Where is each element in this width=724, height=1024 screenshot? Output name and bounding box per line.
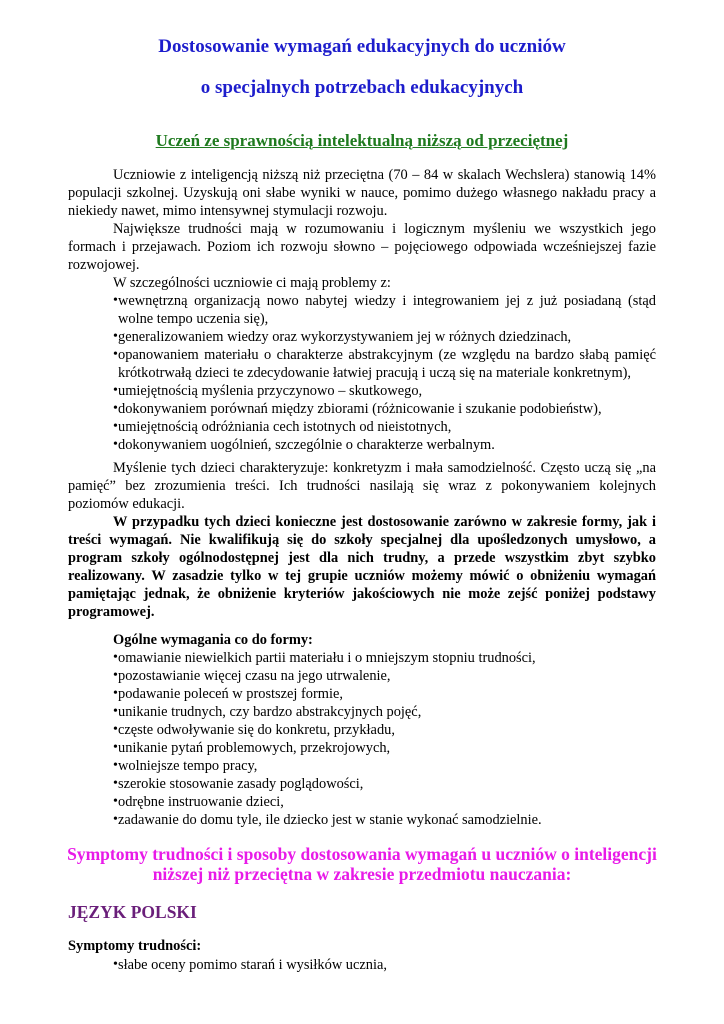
list-item: • umiejętnością myślenia przyczynowo – skutkowego,	[68, 382, 656, 400]
section-title: Uczeń ze sprawnością intelektualną niższą od przeciętnej	[155, 131, 569, 150]
list-item: • dokonywaniem uogólnień, szczególnie o charakterze werbalnym.	[68, 436, 656, 454]
list-item: • zadawanie do domu tyle, ile dziecko jest w stanie wykonać samodzielnie.	[68, 811, 656, 829]
form-requirements-heading: Ogólne wymagania co do formy:	[113, 632, 313, 648]
document-title-line-2: o specjalnych potrzebach edukacyjnych	[200, 77, 524, 98]
symptoms-list	[68, 956, 656, 974]
document-title-line-1: Dostosowanie wymagań edukacyjnych do uczniów	[158, 36, 566, 57]
list-item: • opanowaniem materiału o charakterze abstrakcyjnym (ze względu na bardzo słabą pamięć krótkotrwałą dzieci te zdecydowanie łatwiej pracują i uczą się na materiale konkretnym),	[68, 346, 656, 382]
list-item: • częste odwoływanie się do konkretu, przykładu,	[68, 721, 656, 739]
subject-heading: JĘZYK POLSKI	[68, 902, 197, 922]
list-item: • szerokie stosowanie zasady poglądowości,	[68, 775, 656, 793]
problems-list	[68, 292, 656, 454]
paragraph-problems-lead: W szczególności uczniowie ci mają problemy z:	[113, 275, 391, 291]
list-item: • dokonywaniem porównań między zbiorami (różnicowanie i szukanie podobieństw),	[68, 400, 656, 418]
list-item: • odrębne instruowanie dzieci,	[68, 793, 656, 811]
list-item: • unikanie pytań problemowych, przekrojowych,	[68, 739, 656, 757]
symptoms-title-line-1: Symptomy trudności i sposoby dostosowania wymagań u uczniów o inteligencji	[67, 844, 657, 864]
symptoms-title-line-2: niższej niż przeciętna w zakresie przedmiotu nauczania:	[152, 864, 572, 884]
symptoms-heading: Symptomy trudności:	[68, 938, 202, 954]
list-item: • omawianie niewielkich partii materiału i o mniejszym stopniu trudności,	[68, 649, 656, 667]
list-item: • słabe oceny pomimo starań i wysiłków ucznia,	[68, 956, 656, 974]
form-requirements-list	[68, 649, 656, 829]
paragraph-adjustment: W przypadku tych dzieci konieczne jest dostosowanie zarówno w zakresie formy, jak i treści wymagań. Nie kwalifikują się do szkoły specjalnej dla upośledzonych umysłowo, a program szkoły ogólnodostępnej jest dla nich trudny, a przede wszystkim zbyt szybko realizowany. W zasadzie tylko w tej grupie uczniów możemy mówić o obniżeniu wymagań pamiętając jednak, że obniżenie kryteriów jakościowych nie może zejść poniżej podstawy programowej.	[68, 514, 656, 620]
list-item: • generalizowaniem wiedzy oraz wykorzystywaniem jej w różnych dziedzinach,	[68, 328, 656, 346]
paragraph-intro: Uczniowie z inteligencją niższą niż przeciętna (70 – 84 w skalach Wechslera) stanowią 14% populacji szkolnej. Uzyskują oni słabe wyniki w nauce, pomimo dużego własnego nakładu pracy a niekiedy nawet, mimo intensywnej stymulacji rozwoju.	[68, 167, 656, 219]
paragraph-thinking: Myślenie tych dzieci charakteryzuje: konkretyzm i mała samodzielność. Często uczą się „na pamięć” bez zrozumienia treści. Ich trudności nasilają się wraz z pokonywaniem kolejnych poziomów edukacji.	[68, 460, 656, 512]
paragraph-difficulties: Największe trudności mają w rozumowaniu i logicznym myśleniu we wszystkich jego formach i przejawach. Poziom ich rozwoju słowno – pojęciowego odpowiada wcześniejszej fazie rozwojowej.	[68, 221, 656, 273]
list-item: • umiejętnością odróżniania cech istotnych od nieistotnych,	[68, 418, 656, 436]
list-item: • unikanie trudnych, czy bardzo abstrakcyjnych pojęć,	[68, 703, 656, 721]
list-item: • podawanie poleceń w prostszej formie,	[68, 685, 656, 703]
list-item: • pozostawianie więcej czasu na jego utrwalenie,	[68, 667, 656, 685]
list-item: • wewnętrzną organizacją nowo nabytej wiedzy i integrowaniem jej z już posiadaną (stąd wolne tempo uczenia się),	[68, 292, 656, 328]
list-item: • wolniejsze tempo pracy,	[68, 757, 656, 775]
